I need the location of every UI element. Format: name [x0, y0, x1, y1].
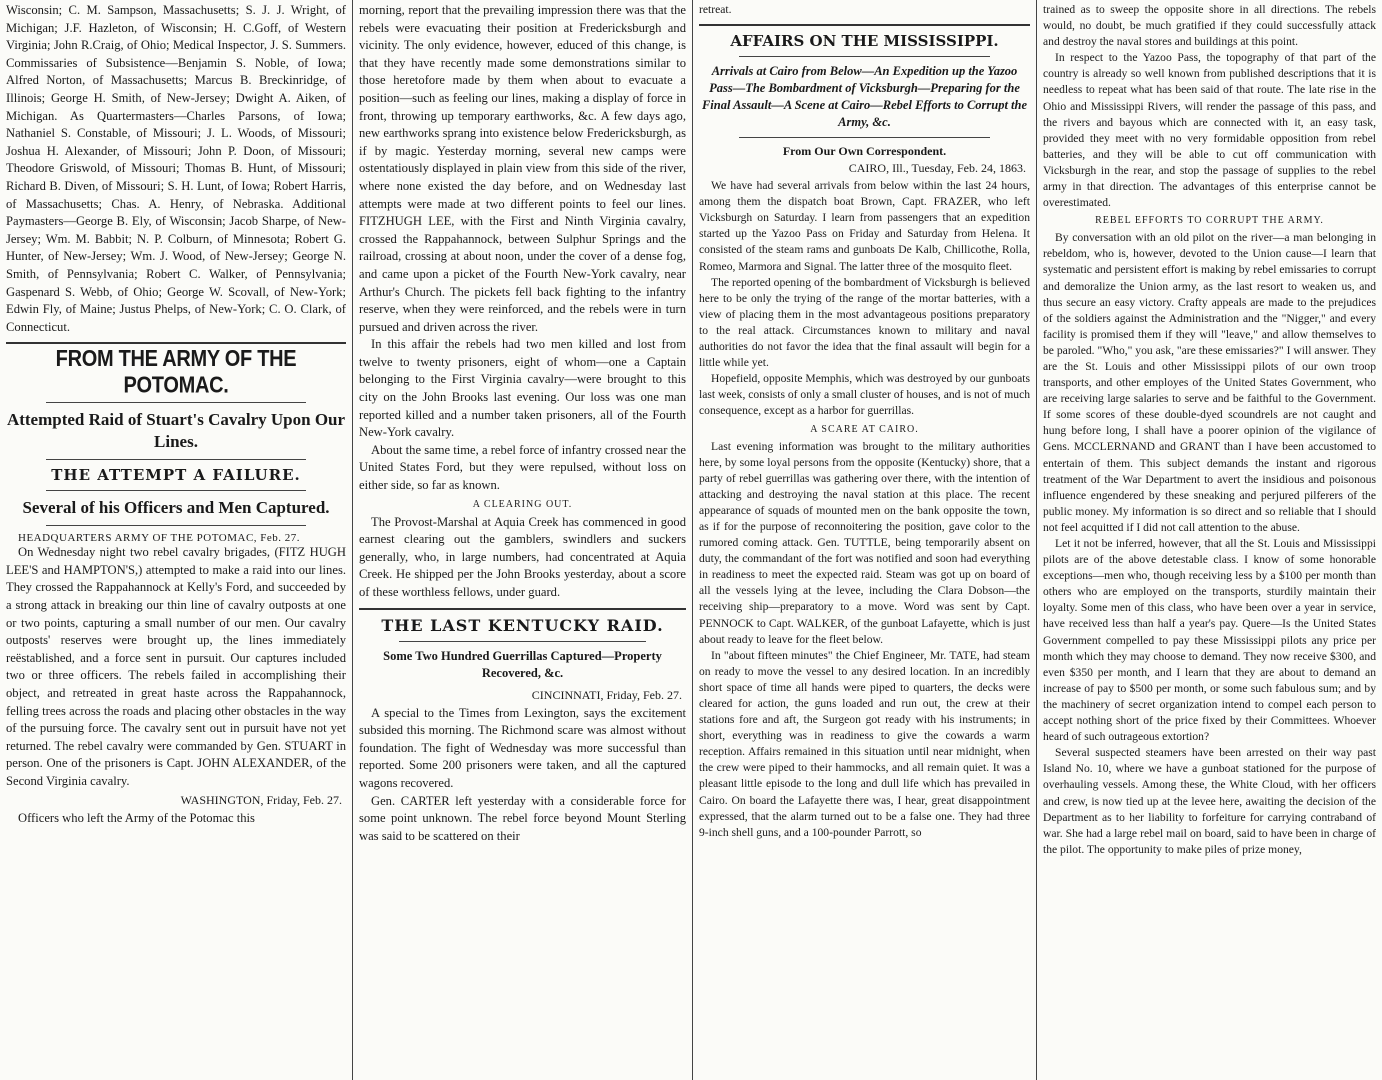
divider [46, 525, 306, 526]
potomac-headline: FROM THE ARMY OF THE POTOMAC. [55, 346, 297, 399]
potomac-deck-1: Attempted Raid of Stuart's Cavalry Upon Our Lines. [6, 410, 346, 452]
officers-list-text: Wisconsin; C. M. Sampson, Massachusetts; S. J. J. Wright, of Michigan; J.F. Hazleton, of Wisconsin; H. C.Goff, of Western Virginia; John R.Craig, of Ohio; Medical Inspector, J. S. Summers. Commissaries of Subsistence—Benjamin S. Noble, of Iowa; Alfred Norton, of Massachusetts; Marcus B. Breckinridge, of Illinois; George H. Smith, of New-Jersey; Dwight A. Aiken, of Michigan. As Quartermasters—Charles Parsons, of Iowa; Nathaniel S. Constable, of Missouri; J. L. Woods, of Missouri; Joshua H. Alexander, of Missouri; John P. Doon, of Missouri; Theodore Griswold, of Missouri; Thomas B. Hunt, of Missouri; Richard B. Diven, of Missouri; S. H. Lunt, of Iowa; Robert Harris, of Massachusetts; Chas. A. Henry, of Nebraska. Additional Paymasters—George B. Ely, of Wisconsin; Jacob Sharpe, of New-Jersey; Wm. M. Babbit; N. P. Colburn, of Minnesota; Robert G. Hunter, of New-Jersey; Wm. J. Wood, of New-Jersey; George N. Smith, of Pennsylvania; Robert C. Walker, of Pennsylvania; Gaspenard S. Webb, of Ohio; George W. Scovall, of New-York; Edwin Fly, of Maine; Justus Phelps, of New-York; C. O. Clark, of Connecticut. [6, 3, 346, 334]
kentucky-raid-headline: THE LAST KENTUCKY RAID. [381, 615, 664, 635]
divider [739, 137, 990, 138]
rebel-efforts-subhead: REBEL EFFORTS TO CORRUPT THE ARMY. [1095, 215, 1324, 227]
cincinnati-dateline: CINCINNATI, Friday, Feb. 27. [531, 687, 682, 702]
divider [46, 459, 306, 460]
us-ford-paragraph: About the same time, a rebel force of infantry crossed near the United States Ford, but they were repulsed, without loss on either side, so far as known. [359, 442, 686, 493]
divider [46, 490, 306, 491]
scare-subhead: A SCARE AT CAIRO. [810, 423, 919, 435]
yazoo-pass-paragraph: In respect to the Yazoo Pass, the topography of that part of the country is already so well known from published descriptions that it is needless to repeat what has been said of that route. The late rise in the Ohio and Mississippi Rivers, will render the passage of this pass, and the rivers and bayous which are connected with it, an easy task, provided they meet with no very formidable opposition from rebel batteries, and they will be able to cut off communication with Vicksburgh in the rear, and stop the passage of supplies to the rebel army in that direction. The advantages of this enterprise cannot be overestimated. [1043, 51, 1376, 210]
section-rule [6, 342, 346, 344]
pilots-exceptions-paragraph: Let it not be inferred, however, that all the St. Louis and Mississippi pilots are of the above detestable class. I know of some honorable exceptions—men who, though receiving less by a $100 per month than others who are employed on the transports, sturdily maintain their loyalty. Some men of this class, who have been over a year in service, have received less than half a year's pay. Quere—Is the United States Government compelled to pay these Mississippi pilots any price per month which they may choose to demand. They now receive $300, and even $350 per month, and I learn that they are about to demand an increase of pay to $500 per month, or some such fabulous sum; and by the machinery of secret organization intend to compel each person to accept nothing short of the price fixed by their Committees. Whoever heard of such outrageous extortion? [1043, 537, 1376, 744]
scare-paragraph: Last evening information was brought to the military authorities here, by some loyal persons from the opposite (Kentucky) shore, that a party of rebel guerrillas was gathering over there, with the intention of attacking and destroying the naval station at this place. The recent appearance of squads of mounted men on the bank opposite the town, as if for the purpose of reconnoitering the position, gave color to the rumored coming attack. Gen. TUTTLE, being temporarily absent on duty, the commandant of the fort was notified and soon had everything in readiness to meet the expected raid. Steam was got up on board of all the vessels lying at the levee, including the Clara Dobson—the receiving ship—preparatory to a move. Word was sent by Capt. PENNOCK to Capt. WALKER, of the gunboat Lafayette, which is just about ready to leave for the fleet below. [699, 439, 1030, 646]
potomac-paragraph-2: Officers who left the Army of the Potomac this [18, 810, 255, 825]
divider [739, 56, 990, 57]
correspondent-line: From Our Own Correspondent. [782, 144, 947, 159]
divider [46, 402, 306, 403]
kentucky-raid-deck: Some Two Hundred Guerrillas Captured—Property Recovered, &c. [383, 648, 662, 680]
carter-paragraph: Gen. CARTER left yesterday with a considerable force for some point unknown. The rebel force beyond Mount Sterling was said to be scattered on their [359, 793, 686, 843]
potomac-continued-paragraph: morning, report that the prevailing impression there was that the rebels were evacuating their position at Fredericksburgh and vicinity. The only evidence, however, educed of this change, is that they have recently made some demonstrations similar to those heretofore made by them when about to evacuate a position—such as feeling our lines, making a display of force in front, throwing up temporary earthworks, &c. A few days ago, new earthworks sprang into existence below Fredericksburgh, as if by magic. Yesterday morning, several new camps were ostentatiously displayed in plain view from this side of the river, where none existed the day before, and on Wednesday last attempts were made at two different points to feel our lines. FITZHUGH LEE, with the First and Ninth Virginia cavalry, crossed the Rappahannock, between Sulphur Springs and the railroad, crossing at about noon, under the cover of a dense fog, and came upon a picket of the Fourth New-York cavalry, near Arthur's Church. The pickets fell back fighting to the infantry reserve, when they were reinforced, and the rebels were in turn pursued and driven across the river. [359, 3, 686, 334]
aquia-creek-paragraph: The Provost-Marshal at Aquia Creek has commenced in good earnest clearing out the gamblers, swindlers and suckers generally, who, in large numbers, had concentrated at Aquia Creek. He shipped per the John Brooks yesterday, about a score of these worthless fellows, under guard. [359, 514, 686, 599]
potomac-deck-2: THE ATTEMPT A FAILURE. [51, 466, 301, 485]
bombardment-paragraph: The reported opening of the bombardment of Vicksburgh is believed here to be only the trying of the range of the mortar batteries, with a view of placing them in the most advantageous positions preparatory to the real attack. Circumstances known to military and naval authorities do not favor the idea that the final assault will begin for a little while yet. [699, 275, 1030, 370]
column-1 [0, 0, 352, 1080]
potomac-paragraph-1: On Wednesday night two rebel cavalry brigades, (FITZ HUGH LEE'S and HAMPTON'S,) attempted to make a raid into our lines. They crossed the Rappahannock at Kelly's Ford, and succeeded by a strong attack in breaking our thin line of cavalry outposts at one or two points, capturing a small number of our men. Our cavalry outposts' reserves were brought up, the lines immediately reëstablished, and a force sent in pursuit. Our captures included two or three officers. The rebels failed in accomplishing their object, and retreated in great haste across the Rappahannock, felling trees across the roads and placing other obstacles in the way of the pursuing force. The cavalry sent out in pursuit have not yet returned. The rebel cavalry were commanded by Gen. STUART in person. One of the prisoners is Capt. JOHN ALEXANDER, of the Second Virginia cavalry. [6, 545, 346, 788]
section-rule [699, 24, 1030, 26]
column-4 [1036, 0, 1382, 1080]
lafayette-paragraph: In "about fifteen minutes" the Chief Engineer, Mr. TATE, had steam on ready to move the vessel to any desired location. In an incredibly short space of time all hands were piped to quarters, the decks were cleared for action, the guns loaded and run out, the crew at their stations fore and aft, the Surgeon got ready with his instruments; in short, everything was in readiness to give the cowards a warm reception. Affairs remained in this situation until near midnight, when the crew were piped to their hammocks, and all remain quiet. It was a pleasant little episode to the long and dull life which has prevailed in Cairo. On board the Lafayette there was, I hear, great disappointment expressed, that the alarm turned out to be a false one. They had three 9-inch shell guns, and a 100-pounder Parrott, so [699, 648, 1030, 839]
retreat-continued: retreat. [699, 3, 732, 16]
column-3 [692, 0, 1036, 1080]
section-rule [359, 608, 686, 610]
potomac-dateline: HEADQUARTERS ARMY OF THE POTOMAC, Feb. 27. [18, 532, 301, 545]
arrivals-paragraph: We have had several arrivals from below within the last 24 hours, among them the dispatch boat Brown, Capt. FRAZER, who left Vicksburgh on Saturday. I learn from passengers that an expedition started up the Yazoo Pass on Friday and Saturday from Helena. It consisted of the steam rams and gunboats De Kalb, Chillicothe, Rolla, Romeo, Marmora and Signal. The latter three of the mosquito fleet. [699, 179, 1030, 273]
divider [399, 641, 646, 642]
affair-paragraph: In this affair the rebels had two men killed and lost from twelve to twenty prisoners, eight of whom—one a Captain belonging to the First Virginia cavalry—were brought to this city on the John Brooks last evening. Our loss was one man reported killed and a number taken prisoners, all of the Fourth New-York cavalry. [359, 337, 686, 440]
column-2 [352, 0, 692, 1080]
hopefield-paragraph: Hopefield, opposite Memphis, which was destroyed by our gunboats last week, consists of only a small cluster of houses, and is not of much consequence, except as a harbor for guerrillas. [699, 372, 1031, 418]
clearing-out-subhead: A CLEARING OUT. [472, 498, 573, 510]
potomac-deck-3: Several of his Officers and Men Captured. [22, 498, 330, 518]
cairo-dateline: CAIRO, Ill., Tuesday, Feb. 24, 1863. [848, 161, 1026, 176]
naval-stores-paragraph: trained as to sweep the opposite shore in all directions. The rebels would, no doubt, be much gratified if they could successfully attack and destroy the naval stores and buildings at this point. [1043, 3, 1376, 49]
lexington-paragraph: A special to the Times from Lexington, says the excitement subsided this morning. The Richmond scare was almost without foundation. The fight of Wednesday was more successful than reported. Some 200 prisoners were taken, and all the captured wagons recovered. [359, 705, 686, 790]
pilot-conversation-paragraph: By conversation with an old pilot on the river—a man belonging in rebeldom, who is, however, devoted to the Union cause—I learn that systematic and persistent effort is making by rebel emissaries to corrupt and demoralize the Union army, as the last resort to weaken us, and thus secure an easy victory. Crafty appeals are made to the prejudices of the soldiers against the Administration and the "Nigger," and every facility is promised them if they will "leave," and allow themselves to be paroled. "Who," you ask, "are these emissaries?" I will answer. They are the St. Louis and other Mississippi pilots of our own troop transports, and other employes of the United States Government, who are receiving large salaries to serve and be faithful to the Government. If some scores of these double-dyed scoundrels are not caught and hung before long, I shall have a poorer opinion of the vigilance of Gens. MCCLERNAND and GRANT than I have been accustomed to entertain of them. This subject demands the instant and rigorous treatment of the War Department to avert the insidious and poisonous influence engendered by these sneaking and perjured pilferers of the public money. My information is so direct and so reliable that I should not feel acquitted if I did not call attention to the abuse. [1043, 231, 1376, 534]
mississippi-deck: Arrivals at Cairo from Below—An Expedition up the Yazoo Pass—The Bombardment of Vicksburgh—Preparing for the Final Assault—A Scene at Cairo—Rebel Efforts to Corrupt the Army, &c. [701, 64, 1028, 130]
suspected-steamers-paragraph: Several suspected steamers have been arrested on their way past Island No. 10, where we have a gunboat stationed for the purpose of overhauling vessels. Among these, the White Cloud, with her officers and crew, is now tied up at the levee here, awaiting the decision of the Department as to her liability to forfeiture for carrying contraband of war. She had a large rebel mail on board, said to have been in charge of the pilot. The opportunity to make piles of prize money, [1043, 746, 1376, 856]
washington-dateline: WASHINGTON, Friday, Feb. 27. [180, 792, 342, 807]
mississippi-headline: AFFAIRS ON THE MISSISSIPPI. [730, 32, 999, 51]
